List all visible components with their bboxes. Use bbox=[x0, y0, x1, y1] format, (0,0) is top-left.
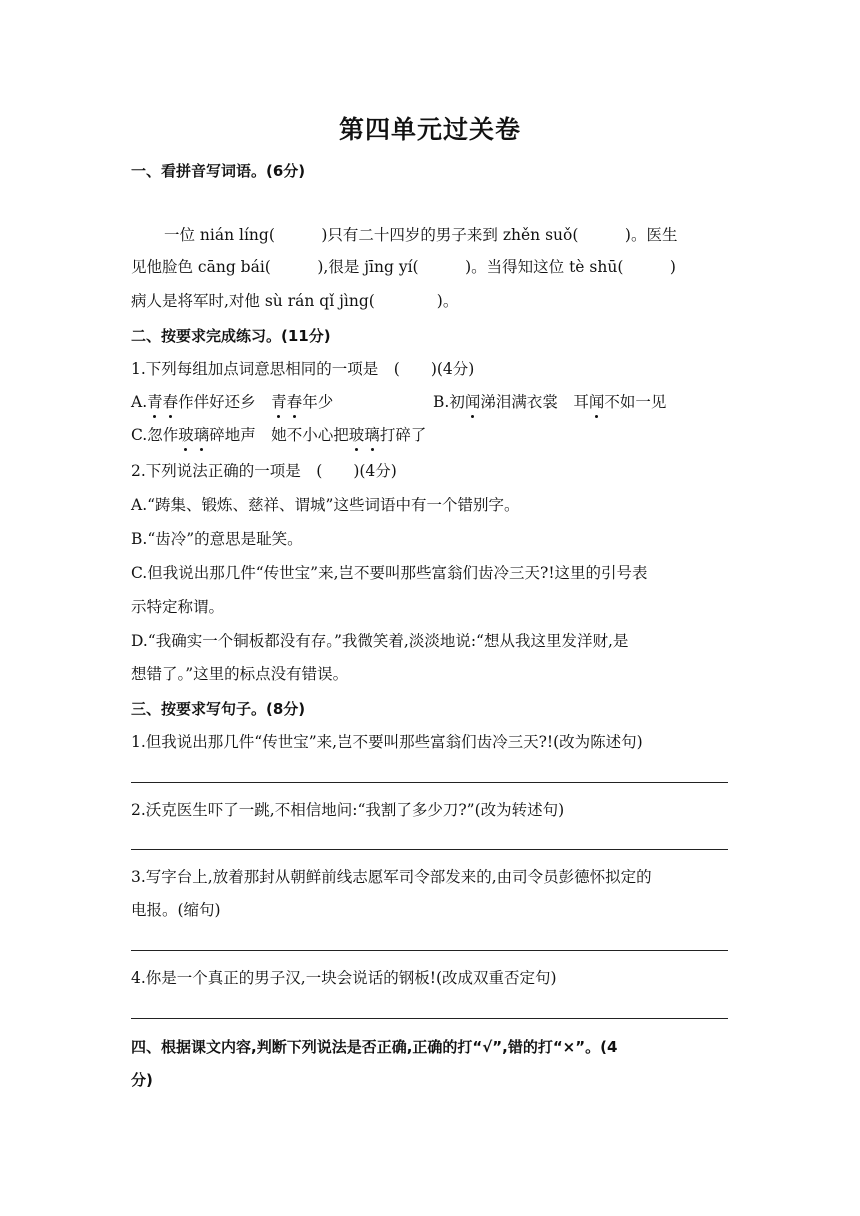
dotted-char: 春 bbox=[162, 393, 179, 411]
s2-q1-option-c bbox=[131, 424, 731, 446]
option-a-prefix: A. bbox=[131, 393, 148, 411]
s1-line-1: 一位 nián líng( )只有二十四岁的男子来到 zhěn suǒ( )。医生 bbox=[164, 226, 678, 244]
s1-line-2: 见他脸色 cāng bái( ),很是 jīng yí( )。当得知这位 tè shū( ) bbox=[131, 258, 676, 276]
dotted-char: 玻 bbox=[348, 426, 365, 444]
s2-q2-option-b: B.“齿冷”的意思是耻笑。 bbox=[131, 530, 303, 548]
answer-line-2[interactable] bbox=[131, 849, 728, 850]
section-4-heading-line-1: 四、根据课文内容,判断下列说法是否正确,正确的打“√”,错的打“×”。(4 bbox=[131, 1038, 618, 1056]
dotted-char: 闻 bbox=[588, 393, 605, 411]
section-3-heading: 三、按要求写句子。(8分) bbox=[131, 700, 306, 718]
s1-line-3: 病人是将军时,对他 sù rán qǐ jìng( )。 bbox=[131, 292, 459, 310]
answer-line-3[interactable] bbox=[131, 950, 728, 951]
s2-question-2: 2.下列说法正确的一项是 ( )(4分) bbox=[131, 462, 397, 480]
option-c-text: 碎地声 她不小心把 bbox=[209, 426, 349, 444]
dotted-char: 璃 bbox=[364, 426, 380, 444]
s3-question-3-line-1: 3.写字台上,放着那封从朝鲜前线志愿军司令部发来的,由司令员彭德怀拟定的 bbox=[131, 868, 652, 886]
option-b-text: B.初 bbox=[433, 393, 465, 411]
s3-question-4: 4.你是一个真正的男子汉,一块会说话的钢板!(改成双重否定句) bbox=[131, 969, 557, 987]
option-a-text: 作伴好还乡 bbox=[178, 393, 272, 411]
page-title: 第四单元过关卷 bbox=[338, 115, 521, 144]
option-c-text: 打碎了 bbox=[379, 426, 427, 444]
option-b-text: 不如一见 bbox=[604, 393, 667, 411]
dotted-char: 青 bbox=[271, 393, 287, 411]
dotted-char: 青 bbox=[147, 393, 163, 411]
s3-question-2: 2.沃克医生吓了一跳,不相信地问:“我割了多少刀?”(改为转述句) bbox=[131, 801, 565, 819]
s2-q2-option-d-line-1: D.“我确实一个铜板都没有存。”我微笑着,淡淡地说:“想从我这里发洋财,是 bbox=[131, 632, 629, 650]
s2-q1-option-b bbox=[433, 391, 733, 413]
answer-line-4[interactable] bbox=[131, 1018, 728, 1019]
dotted-char: 春 bbox=[286, 393, 303, 411]
section-4-heading-line-2: 分) bbox=[131, 1071, 153, 1089]
s2-q2-option-c-line-2: 示特定称谓。 bbox=[131, 598, 225, 616]
option-a-text: 年少 bbox=[302, 393, 334, 411]
answer-line-1[interactable] bbox=[131, 782, 728, 783]
section-1-heading: 一、看拼音写词语。(6分) bbox=[131, 162, 306, 180]
s3-question-1: 1.但我说出那几件“传世宝”来,岂不要叫那些富翁们齿冷三天?!(改为陈述句) bbox=[131, 733, 643, 751]
dotted-char: 璃 bbox=[193, 426, 210, 444]
s2-q2-option-d-line-2: 想错了。”这里的标点没有错误。 bbox=[131, 665, 349, 683]
dotted-char: 玻 bbox=[178, 426, 194, 444]
dotted-char: 闻 bbox=[464, 393, 481, 411]
s3-question-3-line-2: 电报。(缩句) bbox=[131, 901, 221, 919]
s2-q2-option-a: A.“踌集、锻炼、慈祥、谓城”这些词语中有一个错别字。 bbox=[131, 496, 520, 514]
s2-question-1: 1.下列每组加点词意思相同的一项是 ( )(4分) bbox=[131, 360, 475, 378]
option-b-text: 涕泪满衣裳 耳 bbox=[480, 393, 589, 411]
section-2-heading: 二、按要求完成练习。(11分) bbox=[131, 327, 331, 345]
option-c-text: C.忽作 bbox=[131, 426, 179, 444]
s2-q2-option-c-line-1: C.但我说出那几件“传世宝”来,岂不要叫那些富翁们齿冷三天?!这里的引号表 bbox=[131, 564, 648, 582]
